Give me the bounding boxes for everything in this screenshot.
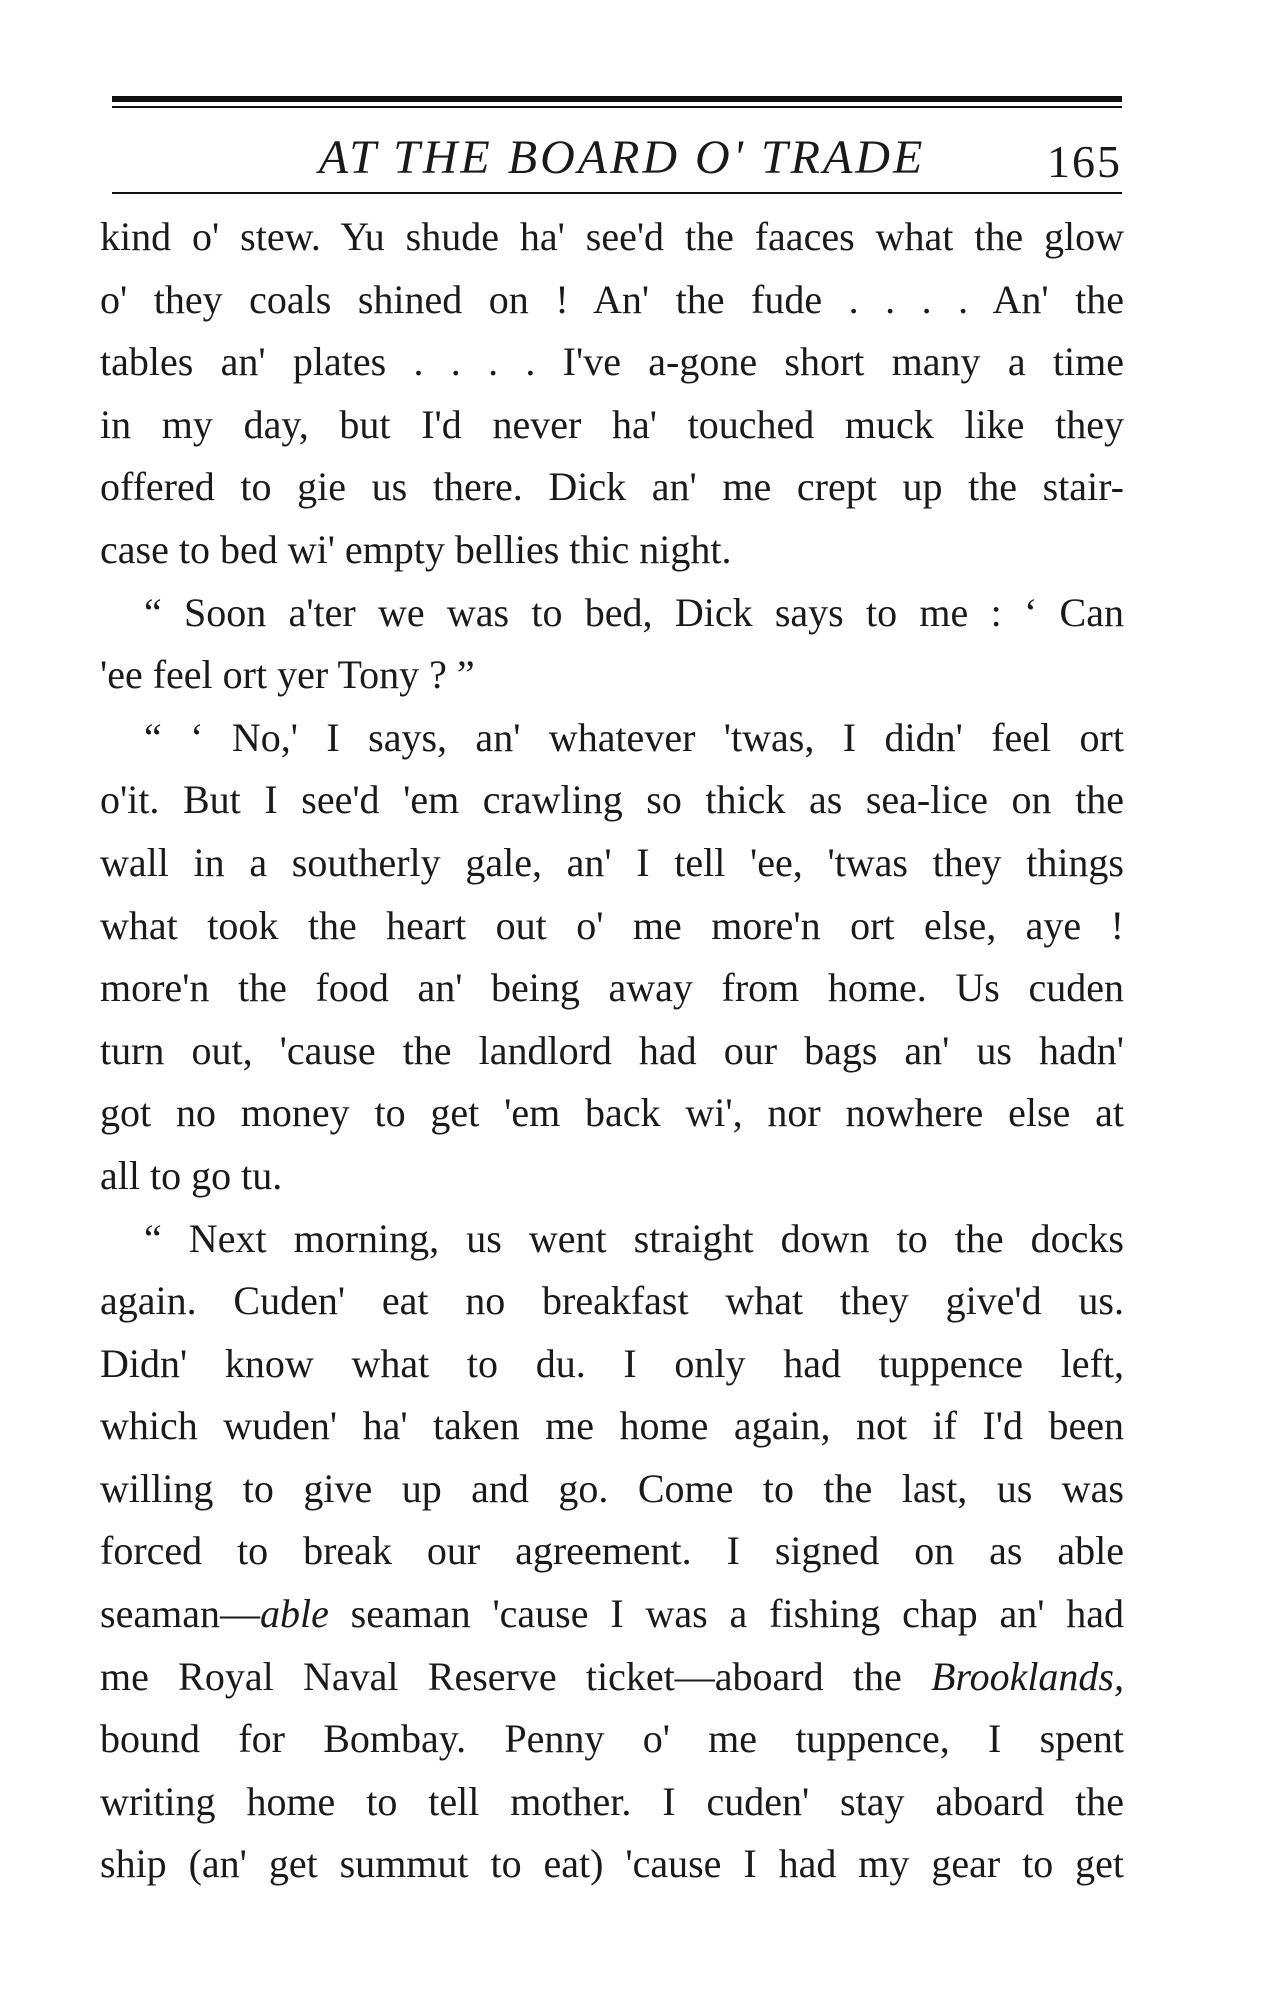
text-line: o' they coals shined on ! An' the fude . . . . An' the <box>100 276 1124 322</box>
text-line: Didn' know what to du. I only had tuppence left, <box>100 1340 1124 1386</box>
text-line: in my day, but I'd never ha' touched muck like they <box>100 401 1124 447</box>
text-line: forced to break our agreement. I signed on as able <box>100 1528 1124 1574</box>
body-text <box>100 206 1124 1896</box>
text-line: o'it. But I see'd 'em crawling so thick as sea-lice on the <box>100 777 1124 823</box>
text-line: which wuden' ha' taken me home again, not if I'd been <box>100 1403 1124 1449</box>
text-line: kind o' stew. Yu shude ha' see'd the faaces what the glow <box>100 214 1124 259</box>
header-rule-bottom <box>112 192 1122 194</box>
italic-emphasis: able <box>259 1591 329 1637</box>
text-line: bound for Bombay. Penny o' me tuppence, I spent <box>100 1716 1124 1762</box>
text-line-with-italic <box>100 1583 1124 1646</box>
text-line: tables an' plates . . . . I've a-gone short many a time <box>100 339 1124 385</box>
text-line: all to go tu. <box>100 1152 283 1198</box>
text-line: case to bed wi' empty bellies thic night. <box>100 526 732 572</box>
text-segment: seaman 'cause I was a fishing chap an' had <box>328 1591 1124 1637</box>
header-rule-thin <box>112 106 1122 108</box>
text-segment: me Royal Naval Reserve ticket—aboard the <box>100 1653 932 1699</box>
running-title: AT THE BOARD O' TRADE <box>318 131 926 184</box>
text-line: got no money to get 'em back wi', nor nowhere else at <box>100 1090 1124 1136</box>
text-line: willing to give up and go. Come to the last, us was <box>100 1465 1124 1511</box>
text-line: turn out, 'cause the landlord had our bags an' us hadn' <box>100 1027 1124 1073</box>
text-line: what took the heart out o' me more'n ort else, aye ! <box>100 902 1124 948</box>
header-rule-thick <box>112 96 1122 102</box>
text-line: offered to gie us there. Dick an' me crept up the stair- <box>100 464 1124 510</box>
text-line: “ Next morning, us went straight down to the docks <box>144 1215 1124 1261</box>
text-segment: seaman— <box>100 1591 260 1637</box>
text-line: “ Soon a'ter we was to bed, Dick says to me : ‘ Can <box>144 589 1124 635</box>
text-line: writing home to tell mother. I cuden' stay aboard the <box>100 1778 1124 1824</box>
text-line: wall in a southerly gale, an' I tell 'ee, 'twas they things <box>100 839 1124 885</box>
text-line: more'n the food an' being away from home. Us cuden <box>100 965 1124 1011</box>
text-line: ship (an' get summut to eat) 'cause I had my gear to get <box>100 1841 1124 1887</box>
page-number: 165 <box>1047 136 1122 187</box>
running-head <box>112 120 1122 190</box>
text-line-with-italic <box>100 1646 1124 1709</box>
ship-name-italic: Brooklands, <box>931 1653 1124 1699</box>
text-line: again. Cuden' eat no breakfast what they give'd us. <box>100 1278 1124 1324</box>
text-line: 'ee feel ort yer Tony ? ” <box>100 652 475 698</box>
text-line: “ ‘ No,' I says, an' whatever 'twas, I didn' feel ort <box>144 714 1124 760</box>
